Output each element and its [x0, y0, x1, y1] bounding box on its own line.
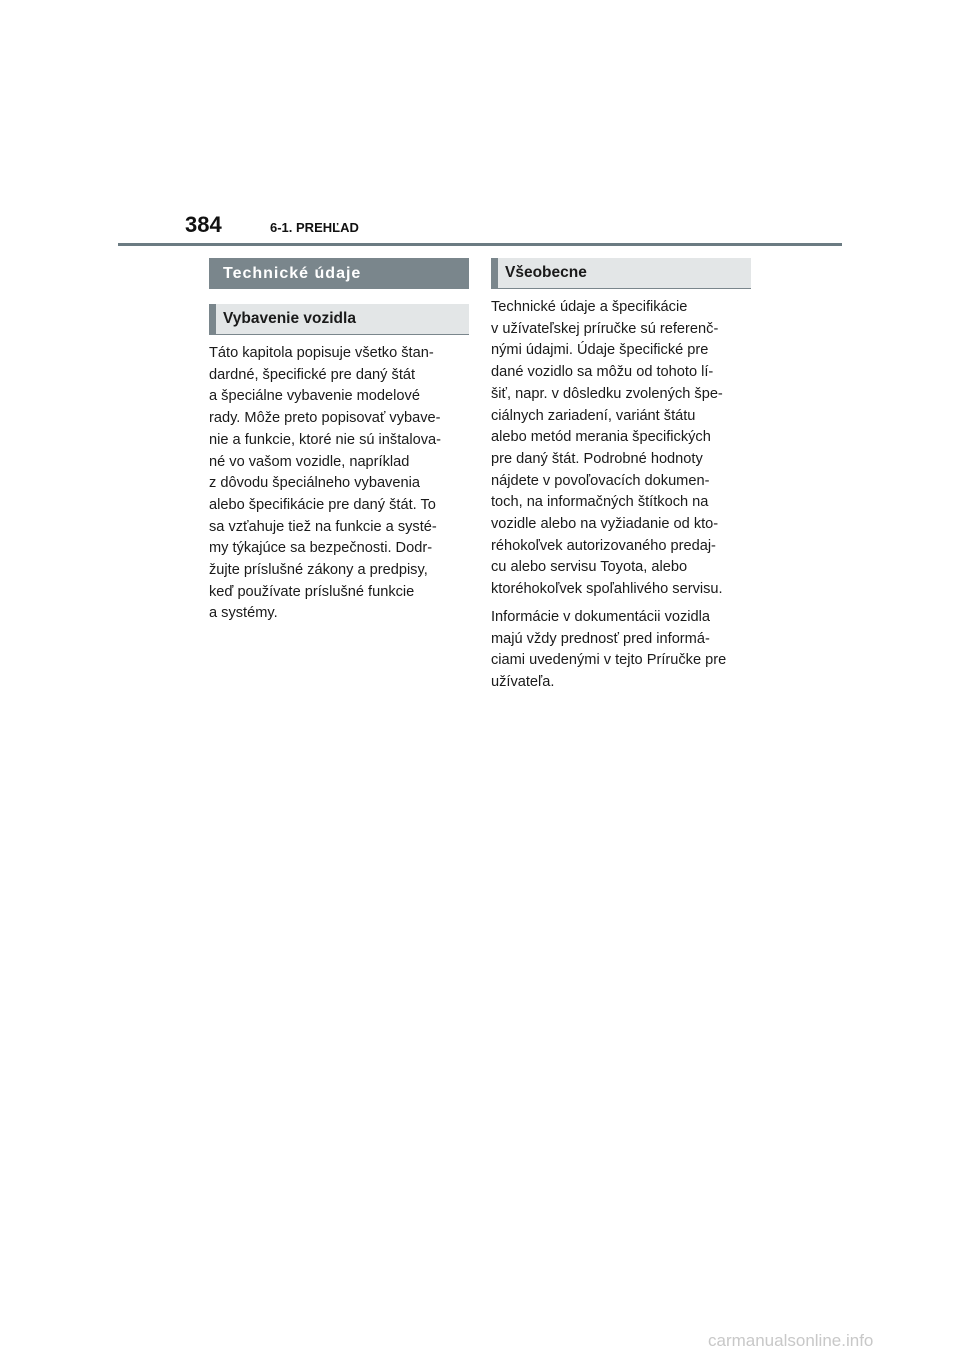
- page-number: 384: [185, 212, 222, 237]
- text-line: žujte príslušné zákony a predpisy,: [209, 562, 428, 579]
- text-line: keď používate príslušné funkcie: [209, 583, 415, 600]
- text-line: my týkajúce sa bezpečnosti. Dodr-: [209, 540, 433, 557]
- text-line: Táto kapitola popisuje všetko štan-: [209, 345, 434, 361]
- text-line: alebo špecifikácie pre daný štát. To: [209, 496, 436, 513]
- text-line: rady. Môže preto popisovať vybave-: [209, 410, 441, 427]
- watermark-site-link[interactable]: carmanualsonline.info: [708, 1331, 874, 1350]
- text-line: alebo metód merania špecifických: [491, 429, 711, 446]
- text-line: nými údajmi. Údaje špecifické pre: [491, 342, 709, 359]
- text-line: Informácie v dokumentácii vozidla: [491, 608, 711, 625]
- text-line: užívateľa.: [491, 673, 555, 690]
- text-line: a špeciálne vybavenie modelové: [209, 388, 420, 405]
- text-line: ktoréhokoľvek spoľahlivého servisu.: [491, 581, 723, 598]
- section-label: 6-1. PREHĽAD: [270, 220, 359, 235]
- text-line: majú vždy prednosť pred informá-: [491, 630, 710, 647]
- text-line: ciami uvedenými v tejto Príručke pre: [491, 652, 727, 669]
- text-line: cu alebo servisu Toyota, alebo: [491, 559, 688, 576]
- text-line: né vo vašom vozidle, napríklad: [209, 453, 410, 470]
- text-line: ciálnych zariadení, variánt štátu: [491, 407, 696, 424]
- text-line: Technické údaje a špecifikácie: [491, 299, 688, 315]
- subheading-vehicle-equipment: Vybavenie vozidla: [209, 304, 469, 335]
- text-line: dané vozidlo sa môžu od tohoto lí-: [491, 364, 714, 381]
- general-paragraph-1: [491, 297, 751, 601]
- subheading-general: Všeobecne: [491, 258, 751, 289]
- text-line: nie a funkcie, ktoré nie sú inštalova-: [209, 431, 442, 448]
- right-column: [491, 258, 751, 694]
- vehicle-equipment-paragraph: [209, 343, 469, 625]
- general-paragraph-2: [491, 607, 751, 694]
- text-line: vozidle alebo na vyžiadanie od kto-: [491, 516, 719, 533]
- left-column: [209, 258, 469, 625]
- text-line: šiť, napr. v dôsledku zvolených špe-: [491, 385, 723, 402]
- text-line: dardné, špecifické pre daný štát: [209, 366, 416, 383]
- text-line: toch, na informačných štítkoch na: [491, 494, 709, 511]
- text-line: a systémy.: [209, 605, 278, 622]
- section-heading-technical-data: Technické údaje: [209, 258, 469, 289]
- text-line: sa vzťahuje tiež na funkcie a systé-: [209, 518, 437, 535]
- text-line: pre daný štát. Podrobné hodnoty: [491, 450, 703, 467]
- header-rule: [118, 243, 842, 246]
- text-line: z dôvodu špeciálneho vybavenia: [209, 475, 420, 492]
- text-line: réhokoľvek autorizovaného predaj-: [491, 537, 716, 554]
- text-line: v užívateľskej príručke sú referenč-: [491, 320, 719, 337]
- text-line: nájdete v povoľovacích dokumen-: [491, 472, 710, 489]
